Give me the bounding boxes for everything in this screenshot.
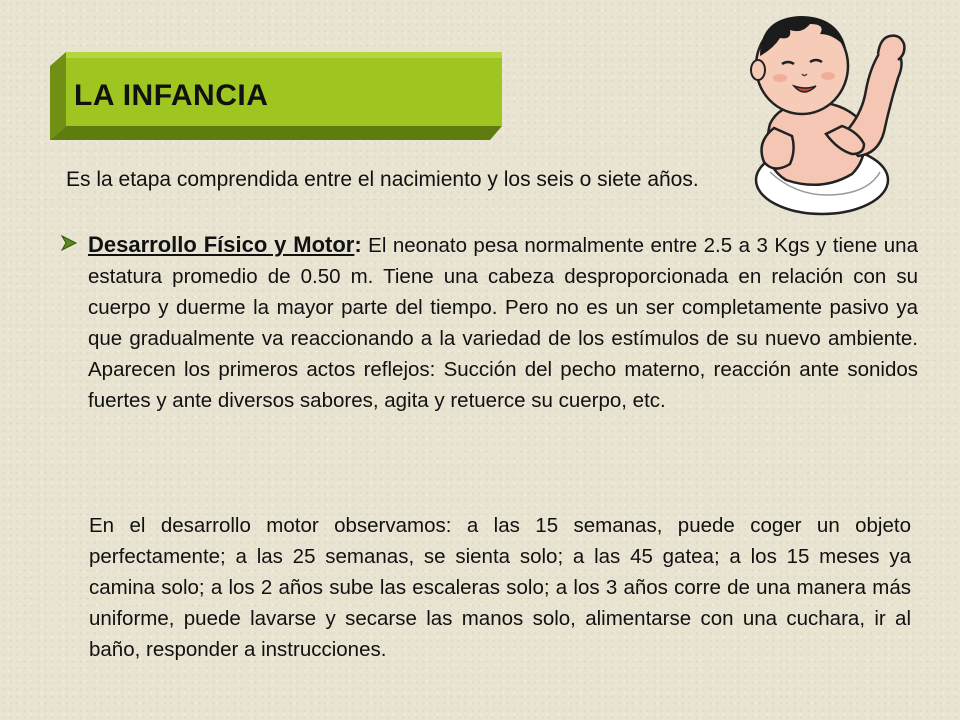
intro-text: Es la etapa comprendida entre el nacimiento y los seis o siete años. [66, 168, 699, 191]
bullet-heading: Desarrollo Físico y Motor [88, 232, 355, 257]
bullet-colon: : [354, 232, 362, 257]
title-banner [50, 52, 502, 142]
arrow-bullet-icon [60, 234, 78, 252]
bullet-body-text: El neonato pesa normalmente entre 2.5 a 3 Kgs y tiene una estatura promedio de 0.50 m. Tiene una cabeza desproporcionada en relación con su cuerpo y duerme la mayor parte del tiempo. Pero no es un ser completamente pasivo ya que gradualmente va reaccionando a la variedad de los estímulos de su nuevo ambiente. Aparecen los primeros actos reflejos: Succión del pecho materno, reacción ante sonidos fuertes y ante diversos sabores, agita y retuerce su cuerpo, etc. [88, 234, 918, 412]
bullet-paragraph [88, 229, 918, 416]
motor-paragraph: En el desarrollo motor observamos: a las 15 semanas, puede coger un objeto perfectamente; a las 25 semanas, se sienta solo; a las 45 gatea; a los 15 meses ya camina solo; a los 2 años sube las escaleras solo; a los 3 años corre de una manera más uniforme, puede lavarse y secarse las manos solo, alimentarse con una cuchara, ir al baño, responder a instrucciones. [89, 514, 911, 661]
baby-illustration [730, 4, 920, 216]
bullet-item [60, 229, 918, 416]
page-title: LA INFANCIA [74, 79, 269, 112]
